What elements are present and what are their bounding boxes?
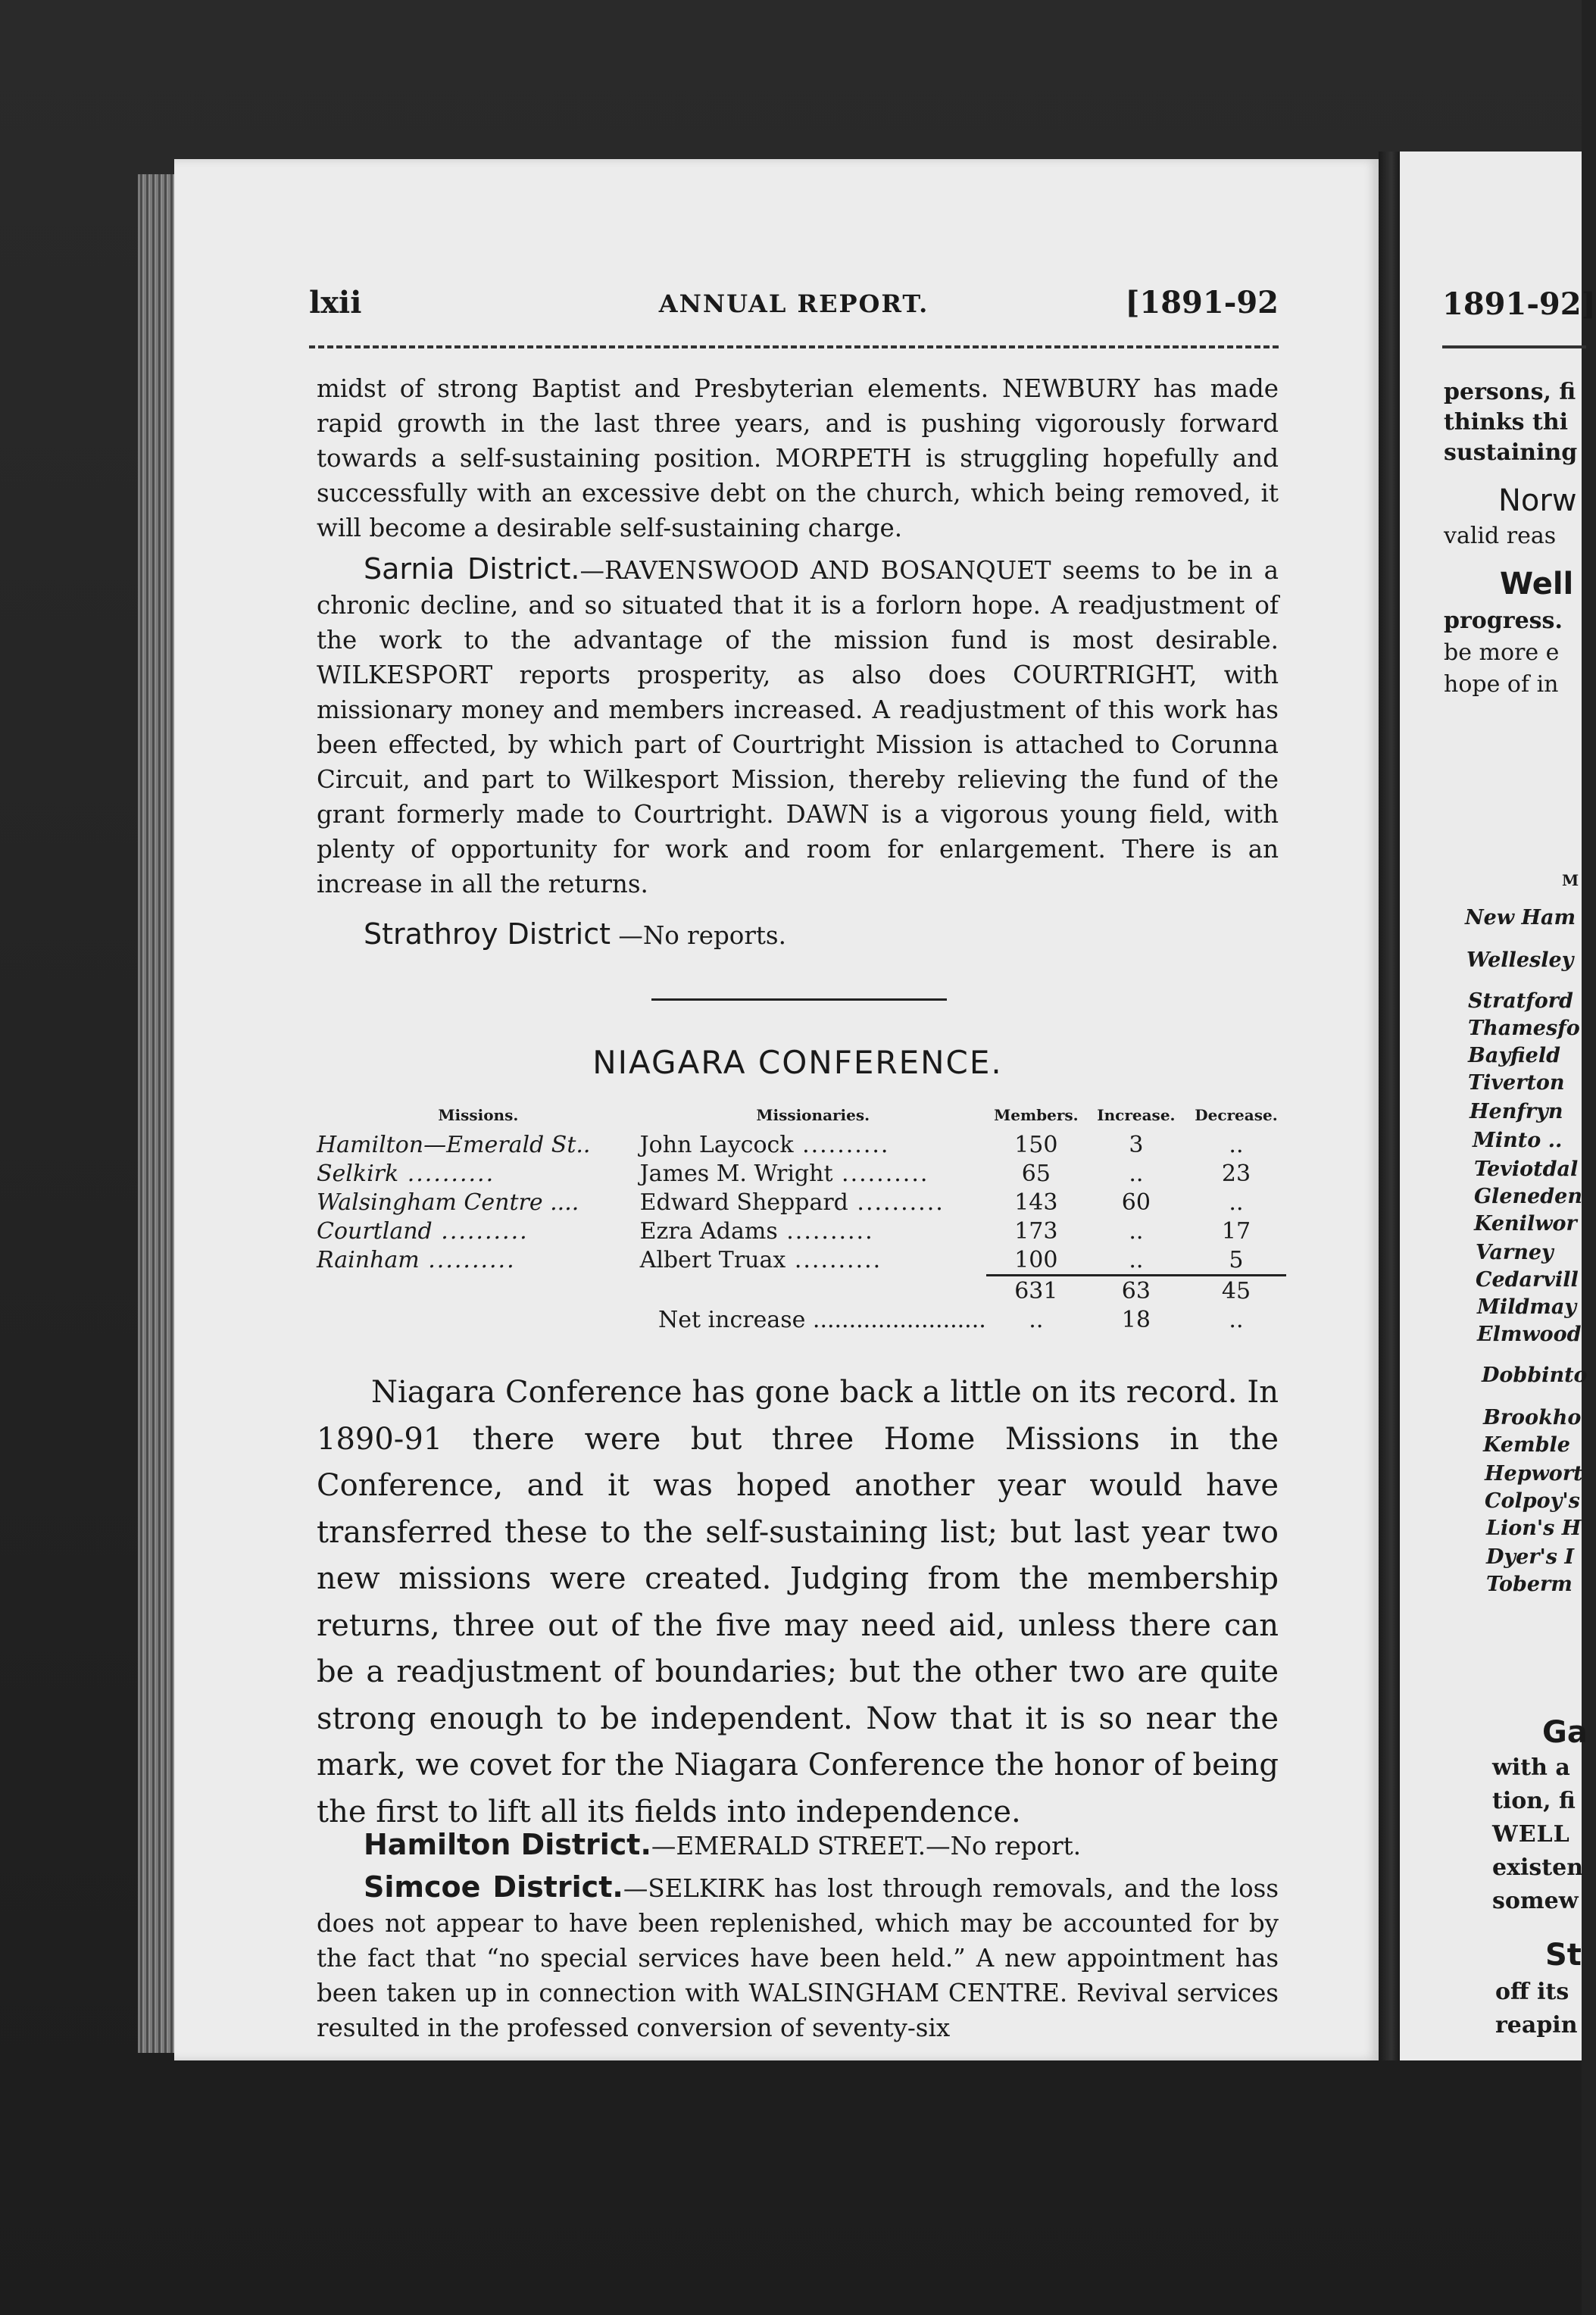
- right-line: with a: [1492, 1754, 1570, 1781]
- right-line: sustaining: [1444, 439, 1578, 466]
- right-line: WELL: [1492, 1821, 1570, 1848]
- col-decrease: Decrease.: [1195, 1106, 1278, 1124]
- sarnia-text: —RAVENSWOOD AND BOSANQUET seems to be in a chronic decline, and so situated that it is a forlorn hope. A readjustment of the work to the advantage of the mission fund is most desirable. WILKESPORT reports prosperity, as also does COURTRIGHT, with missionary money and members increased. A readjustment of this work has been effected, by which part of Courtright Mission is attached to Corunna Circuit, and part to Wilkesport Mission, thereby relieving the fund of the grant formerly made to Courtright. DAWN is a vigorous young field, with plenty of opportunity for work and room for enlargement. There is an increase in all the returns.: [317, 556, 1279, 898]
- header-year: [1891-92: [1125, 285, 1279, 320]
- sarnia-heading: Sarnia District.: [364, 552, 580, 586]
- right-place: Wellesley: [1466, 948, 1574, 972]
- right-col-head: M: [1562, 871, 1579, 889]
- missionary-name: Albert Truax: [639, 1247, 786, 1274]
- right-page-rule: [1442, 345, 1586, 348]
- right-place: Cedarvill: [1476, 1268, 1579, 1292]
- strathroy-district-paragraph: [317, 917, 1279, 953]
- right-place: Varney: [1476, 1241, 1554, 1264]
- decrease-value: 5: [1229, 1246, 1244, 1273]
- members-value: 150: [1014, 1131, 1058, 1158]
- page-header: [309, 285, 1279, 330]
- right-line: tion, fi: [1492, 1788, 1576, 1814]
- right-line: somew: [1492, 1888, 1579, 1914]
- hamilton-heading: Hamilton District.: [364, 1828, 651, 1861]
- header-rule: [309, 345, 1279, 348]
- members-value: 143: [1014, 1189, 1058, 1216]
- total-decrease: 45: [1186, 1276, 1286, 1306]
- section-divider: [651, 998, 947, 1001]
- decrease-value: 23: [1221, 1160, 1251, 1187]
- right-place: Bayfield: [1468, 1044, 1560, 1067]
- right-place: Elmwood: [1477, 1323, 1582, 1346]
- sarnia-district-paragraph: [317, 551, 1279, 901]
- right-line: off its: [1495, 1979, 1569, 2005]
- decrease-value: ..: [1229, 1189, 1244, 1216]
- net-members: ..: [1029, 1306, 1044, 1333]
- missionary-name: Edward Sheppard: [639, 1189, 848, 1216]
- net-increase-label: Net increase ........................: [657, 1306, 986, 1333]
- right-place: Kemble: [1483, 1433, 1570, 1457]
- net-decrease: ..: [1229, 1306, 1244, 1333]
- page-number: lxii: [309, 285, 362, 320]
- right-place: Stratford: [1468, 989, 1573, 1013]
- right-line: be more e: [1444, 639, 1560, 666]
- missionary-name: Ezra Adams: [639, 1217, 778, 1245]
- right-line: thinks thi: [1444, 409, 1569, 436]
- simcoe-district-paragraph: [317, 1870, 1279, 2045]
- net-increase: 18: [1121, 1306, 1151, 1333]
- right-place: Dyer's I: [1486, 1545, 1575, 1569]
- col-missionaries: Missionaries.: [756, 1106, 870, 1124]
- table-header-row: [317, 1106, 1286, 1130]
- right-place: New Ham: [1465, 906, 1576, 929]
- missionary-name: James M. Wright: [639, 1160, 833, 1187]
- strathroy-heading: Strathroy District: [364, 917, 611, 951]
- decrease-value: ..: [1229, 1131, 1244, 1158]
- members-value: 65: [1021, 1160, 1051, 1187]
- right-line: reapin: [1495, 2012, 1578, 2039]
- right-place: Brookho: [1483, 1406, 1582, 1429]
- paragraph-continuation: midst of strong Baptist and Presbyterian elements. NEWBURY has made rapid growth in the last three years, and is pushing vigorously forward towards a self-sustaining position. MORPETH is struggling hopefully and successfully with an excessive debt on the church, which being removed, it will become a desirable self-sustaining charge.: [317, 374, 1279, 542]
- right-place: Gleneden: [1474, 1185, 1582, 1208]
- book-gutter: [1379, 152, 1400, 2060]
- increase-value: ..: [1129, 1246, 1144, 1273]
- right-line: Ga: [1542, 1715, 1588, 1750]
- right-place: Colpoy's: [1485, 1489, 1580, 1513]
- missions-table: [317, 1106, 1286, 1334]
- right-line: progress.: [1444, 608, 1563, 634]
- total-members: 631: [986, 1276, 1086, 1306]
- table-row: [317, 1245, 1286, 1276]
- missionary-name: John Laycock: [639, 1131, 794, 1158]
- simcoe-text: —SELKIRK has lost through removals, and the loss does not appear to have been replenished, which may be accounted for by the fact that “no special services have been held.” A new appointment has been taken up in connection with WALSINGHAM CENTRE. Revival services resulted in the professed conversion of seventy-six: [317, 1874, 1279, 2042]
- table-row: [317, 1188, 1286, 1217]
- right-line: Well: [1500, 567, 1574, 601]
- members-value: 173: [1014, 1217, 1058, 1245]
- increase-value: ..: [1129, 1217, 1144, 1245]
- right-line: persons, fi: [1444, 379, 1576, 405]
- net-increase-row: [317, 1305, 1286, 1334]
- right-place: Dobbinto: [1482, 1364, 1588, 1387]
- mission-name: Walsingham Centre ....: [317, 1189, 579, 1216]
- decrease-value: 17: [1221, 1217, 1251, 1245]
- col-increase: Increase.: [1097, 1106, 1176, 1124]
- table-row: [317, 1217, 1286, 1245]
- right-place: Henfryn: [1470, 1100, 1563, 1123]
- right-place: Teviotdal: [1474, 1158, 1579, 1181]
- increase-value: 60: [1121, 1189, 1151, 1216]
- hamilton-text: —EMERALD STREET.—No report.: [651, 1832, 1082, 1860]
- right-place: Kenilwor: [1474, 1212, 1577, 1236]
- niagara-paragraph: Niagara Conference has gone back a little on its record. In 1890-91 there were but three Home Missions in the Conference, and it was hoped another year would have transferred these to the self-sustaining list; but last year two new missions were created. Judging from the membership returns, three out of the five may need aid, unless there can be a readjustment of boundaries; but the other two are quite strong enough to be independent. Now that it is so near the mark, we covet for the Niagara Conference the honor of being the first to lift all its fields into independence.: [317, 1375, 1279, 1829]
- right-line: hope of in: [1444, 671, 1559, 698]
- right-place: Minto ..: [1473, 1129, 1563, 1152]
- right-page-year: 1891-92]: [1442, 286, 1596, 322]
- mission-name: Rainham: [317, 1247, 420, 1274]
- mission-name: Courtland: [317, 1217, 433, 1245]
- increase-value: 3: [1129, 1131, 1144, 1158]
- col-members: Members.: [994, 1106, 1079, 1124]
- table-row: [317, 1130, 1286, 1159]
- right-place: Lion's H: [1486, 1517, 1582, 1540]
- right-place: Tiverton: [1468, 1071, 1565, 1095]
- right-place: Toberm: [1486, 1573, 1573, 1596]
- hamilton-district-paragraph: [317, 1827, 1279, 1864]
- members-value: 100: [1014, 1246, 1058, 1273]
- total-increase: 63: [1086, 1276, 1186, 1306]
- mission-name: Hamilton—Emerald St..: [317, 1131, 591, 1158]
- mission-name: Selkirk: [317, 1160, 399, 1187]
- conference-title: NIAGARA CONFERENCE.: [592, 1044, 1003, 1081]
- right-place: Hepwort: [1485, 1462, 1583, 1486]
- right-place: Thamesfo: [1468, 1017, 1580, 1040]
- totals-row: [317, 1276, 1286, 1306]
- right-line: existen: [1492, 1854, 1584, 1881]
- right-place: Mildmay: [1477, 1295, 1577, 1319]
- table-row: [317, 1159, 1286, 1188]
- right-line: Norw: [1498, 483, 1577, 518]
- strathroy-text: —No reports.: [611, 921, 786, 950]
- right-line: St: [1545, 1938, 1582, 1973]
- col-missions: Missions.: [438, 1106, 519, 1124]
- simcoe-heading: Simcoe District.: [364, 1870, 623, 1904]
- right-line: valid reas: [1444, 523, 1557, 549]
- running-title: ANNUAL REPORT.: [658, 289, 929, 318]
- increase-value: ..: [1129, 1160, 1144, 1187]
